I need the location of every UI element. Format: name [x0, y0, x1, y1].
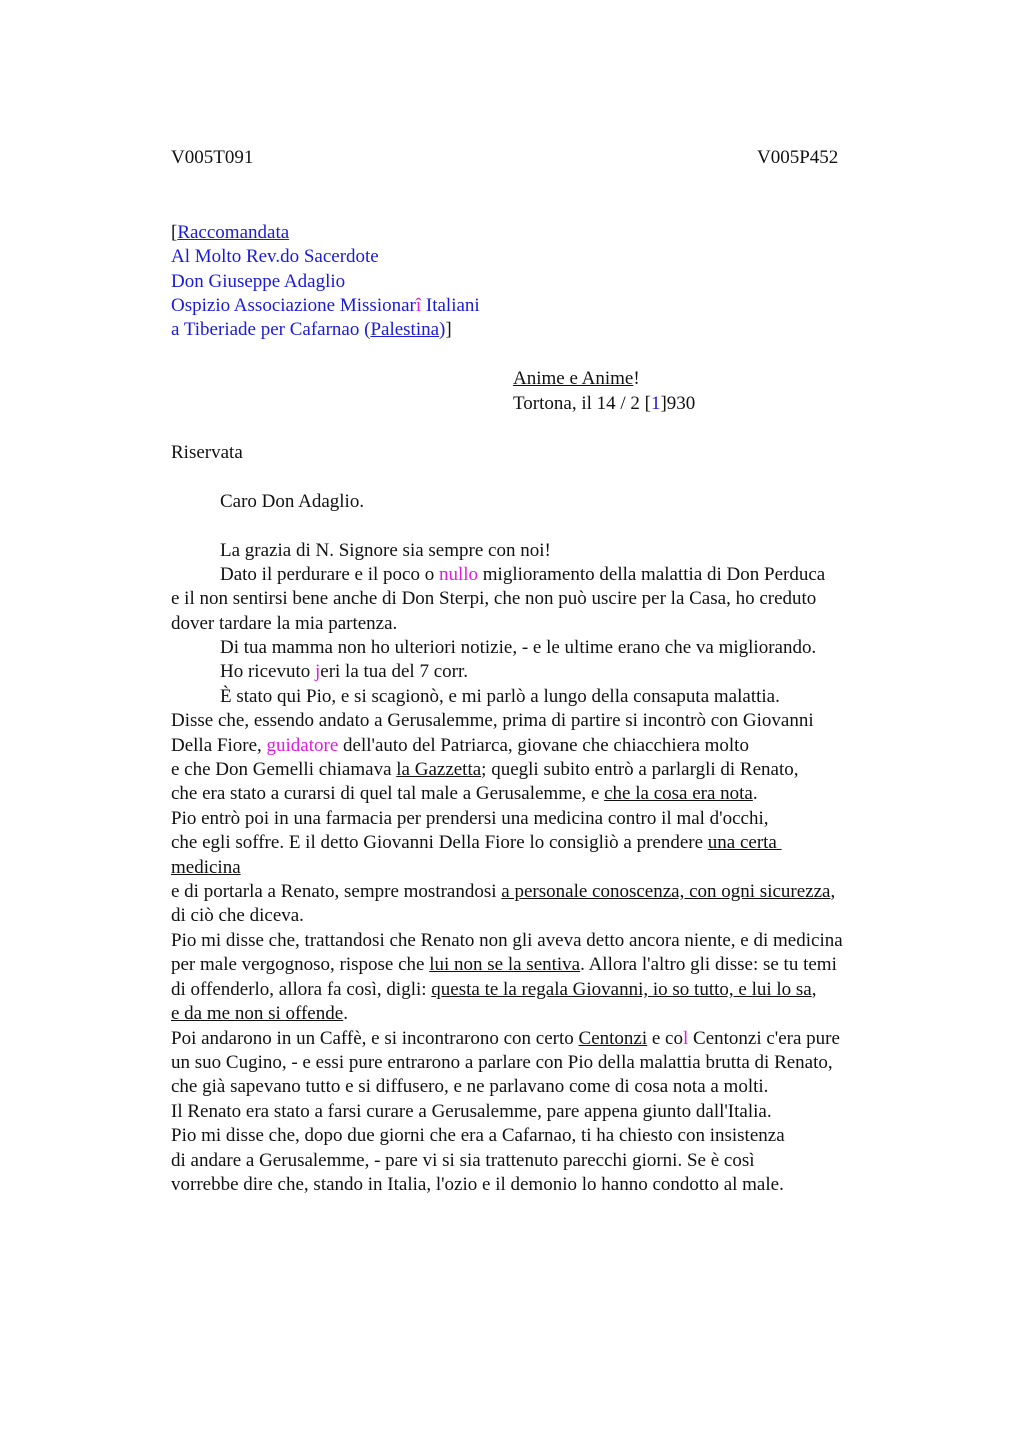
body-line-6-c: eri la tua del 7 corr.: [320, 661, 468, 682]
address-line-4-c: Italiani: [421, 295, 480, 316]
body-line-2: [220, 563, 825, 587]
body-line-4: dover tardare la mia partenza.: [171, 613, 398, 634]
salutation: Caro Don Adaglio.: [220, 491, 365, 512]
body-line-9-c: dell'auto del Patriarca, giovane che chiacchiera molto: [338, 735, 749, 756]
place-date-b: 1: [650, 393, 661, 414]
body-line-13-b: una certa: [707, 832, 782, 853]
body-line-19: [171, 978, 816, 1002]
body-line-1: La grazia di N. Signore sia sempre con noi!: [220, 540, 551, 561]
address-line-2: Al Molto Rev.do Sacerdote: [171, 246, 379, 267]
place-date-a: Tortona, il 14 / 2 [: [513, 393, 651, 414]
bracket-open: [: [171, 222, 178, 243]
body-line-19-a: di offenderlo, allora fa così, digli:: [171, 979, 432, 1000]
address-line-5-a: a Tiberiade per Cafarnao (: [171, 319, 371, 340]
body-line-2-c: miglioramento della malattia di Don Perduca: [478, 564, 826, 585]
body-line-15-b: a personale conoscenza, con ogni sicurezza: [501, 881, 831, 902]
motto: [513, 367, 640, 391]
body-line-15: [171, 880, 835, 904]
motto-punct: !: [633, 368, 640, 389]
body-line-6: [220, 660, 468, 684]
body-line-2-b: nullo: [438, 564, 479, 585]
motto-text: Anime e Anime: [513, 368, 634, 389]
body-line-2-a: Dato il perdurare e il poco o: [220, 564, 439, 585]
body-line-21-e: Centonzi c'era pure: [688, 1028, 840, 1049]
body-line-3: e il non sentirsi bene anche di Don Sterpi, che non può uscire per la Casa, ho creduto: [171, 588, 817, 609]
body-line-6-a: Ho ricevuto: [220, 661, 315, 682]
address-line-1: [171, 221, 289, 245]
reserved-label: Riservata: [171, 442, 243, 463]
body-line-18-a: per male vergognoso, rispose che: [171, 954, 430, 975]
address-line-5-c: ): [439, 319, 446, 340]
body-line-23: che già sapevano tutto e si diffusero, e ne parlavano come di cosa nota a molti.: [171, 1076, 769, 1097]
body-line-19-b: questa te la regala Giovanni, io so tutto, e lui lo sa: [431, 979, 812, 1000]
body-line-9-a: Della Fiore,: [171, 735, 267, 756]
body-line-13: [171, 831, 782, 855]
body-line-15-c: ,: [830, 881, 836, 902]
address-line-3: Don Giuseppe Adaglio: [171, 271, 346, 292]
body-line-20: [171, 1002, 348, 1026]
body-line-27: vorrebbe dire che, stando in Italia, l'ozio e il demonio lo hanno condotto al male.: [171, 1174, 784, 1195]
body-line-11-c: .: [752, 783, 758, 804]
body-line-26: di andare a Gerusalemme, - pare vi si sia trattenuto parecchi giorni. Se è così: [171, 1150, 755, 1171]
place-date: [513, 392, 695, 416]
bracket-close: ]: [445, 319, 452, 340]
body-line-21-b: Centonzi: [578, 1028, 648, 1049]
body-line-20-b: .: [343, 1003, 348, 1024]
body-line-16: di ciò che diceva.: [171, 905, 304, 926]
address-line-4: [171, 294, 480, 318]
body-line-10: [171, 758, 798, 782]
body-line-6-b: j: [314, 661, 321, 682]
address-line-5-b: Palestina: [370, 319, 440, 340]
body-line-17: Pio mi disse che, trattandosi che Renato non gli aveva detto ancora niente, e di medicina: [171, 930, 843, 951]
body-line-20-a: e da me non si offende: [171, 1003, 344, 1024]
body-line-7: È stato qui Pio, e si scagionò, e mi parlò a lungo della consaputa malattia.: [220, 686, 780, 707]
address-line-4-b: î: [415, 295, 422, 316]
body-line-18-c: . Allora l'altro gli disse: se tu temi: [580, 954, 837, 975]
address-line-5: [171, 318, 452, 342]
body-line-24: Il Renato era stato a farsi curare a Gerusalemme, pare appena giunto dall'Italia.: [171, 1101, 772, 1122]
body-line-19-c: ,: [811, 979, 817, 1000]
body-line-22: un suo Cugino, - e essi pure entrarono a parlare con Pio della malattia brutta di Renato,: [171, 1052, 833, 1073]
place-date-c: ]930: [660, 393, 696, 414]
body-line-21-d: l: [683, 1028, 689, 1049]
body-line-10-b: la Gazzetta: [396, 759, 482, 780]
registered-mail-label: Raccomandata: [177, 222, 290, 243]
body-line-10-a: e che Don Gemelli chiamava: [171, 759, 397, 780]
address-line-4-a: Ospizio Associazione Missionar: [171, 295, 416, 316]
page-code-right: V005P452: [757, 147, 839, 168]
body-line-21-a: Poi andarono in un Caffè, e si incontrarono con certo: [171, 1028, 579, 1049]
body-line-21: [171, 1027, 840, 1051]
body-line-14: medicina: [171, 857, 241, 878]
body-line-5: Di tua mamma non ho ulteriori notizie, - e le ultime erano che va migliorando.: [220, 637, 817, 658]
body-line-25: Pio mi disse che, dopo due giorni che era a Cafarnao, ti ha chiesto con insistenza: [171, 1125, 785, 1146]
body-line-11-a: che era stato a curarsi di quel tal male a Gerusalemme, e: [171, 783, 605, 804]
body-line-8: Disse che, essendo andato a Gerusalemme, prima di partire si incontrò con Giovanni: [171, 710, 814, 731]
body-line-15-a: e di portarla a Renato, sempre mostrandosi: [171, 881, 502, 902]
body-line-11-b: che la cosa era nota: [604, 783, 753, 804]
body-line-10-c: ; quegli subito entrò a parlargli di Renato,: [481, 759, 799, 780]
body-line-9: [171, 734, 749, 758]
body-line-18-b: lui non se la sentiva: [429, 954, 581, 975]
document-code-left: V005T091: [171, 147, 254, 168]
body-line-12: Pio entrò poi in una farmacia per prendersi una medicina contro il mal d'occhi,: [171, 808, 769, 829]
body-line-18: [171, 953, 837, 977]
body-line-21-c: e co: [647, 1028, 683, 1049]
body-line-13-a: che egli soffre. E il detto Giovanni Della Fiore lo consigliò a prendere: [171, 832, 708, 853]
body-line-9-b: guidatore: [266, 735, 339, 756]
body-line-11: [171, 782, 758, 806]
